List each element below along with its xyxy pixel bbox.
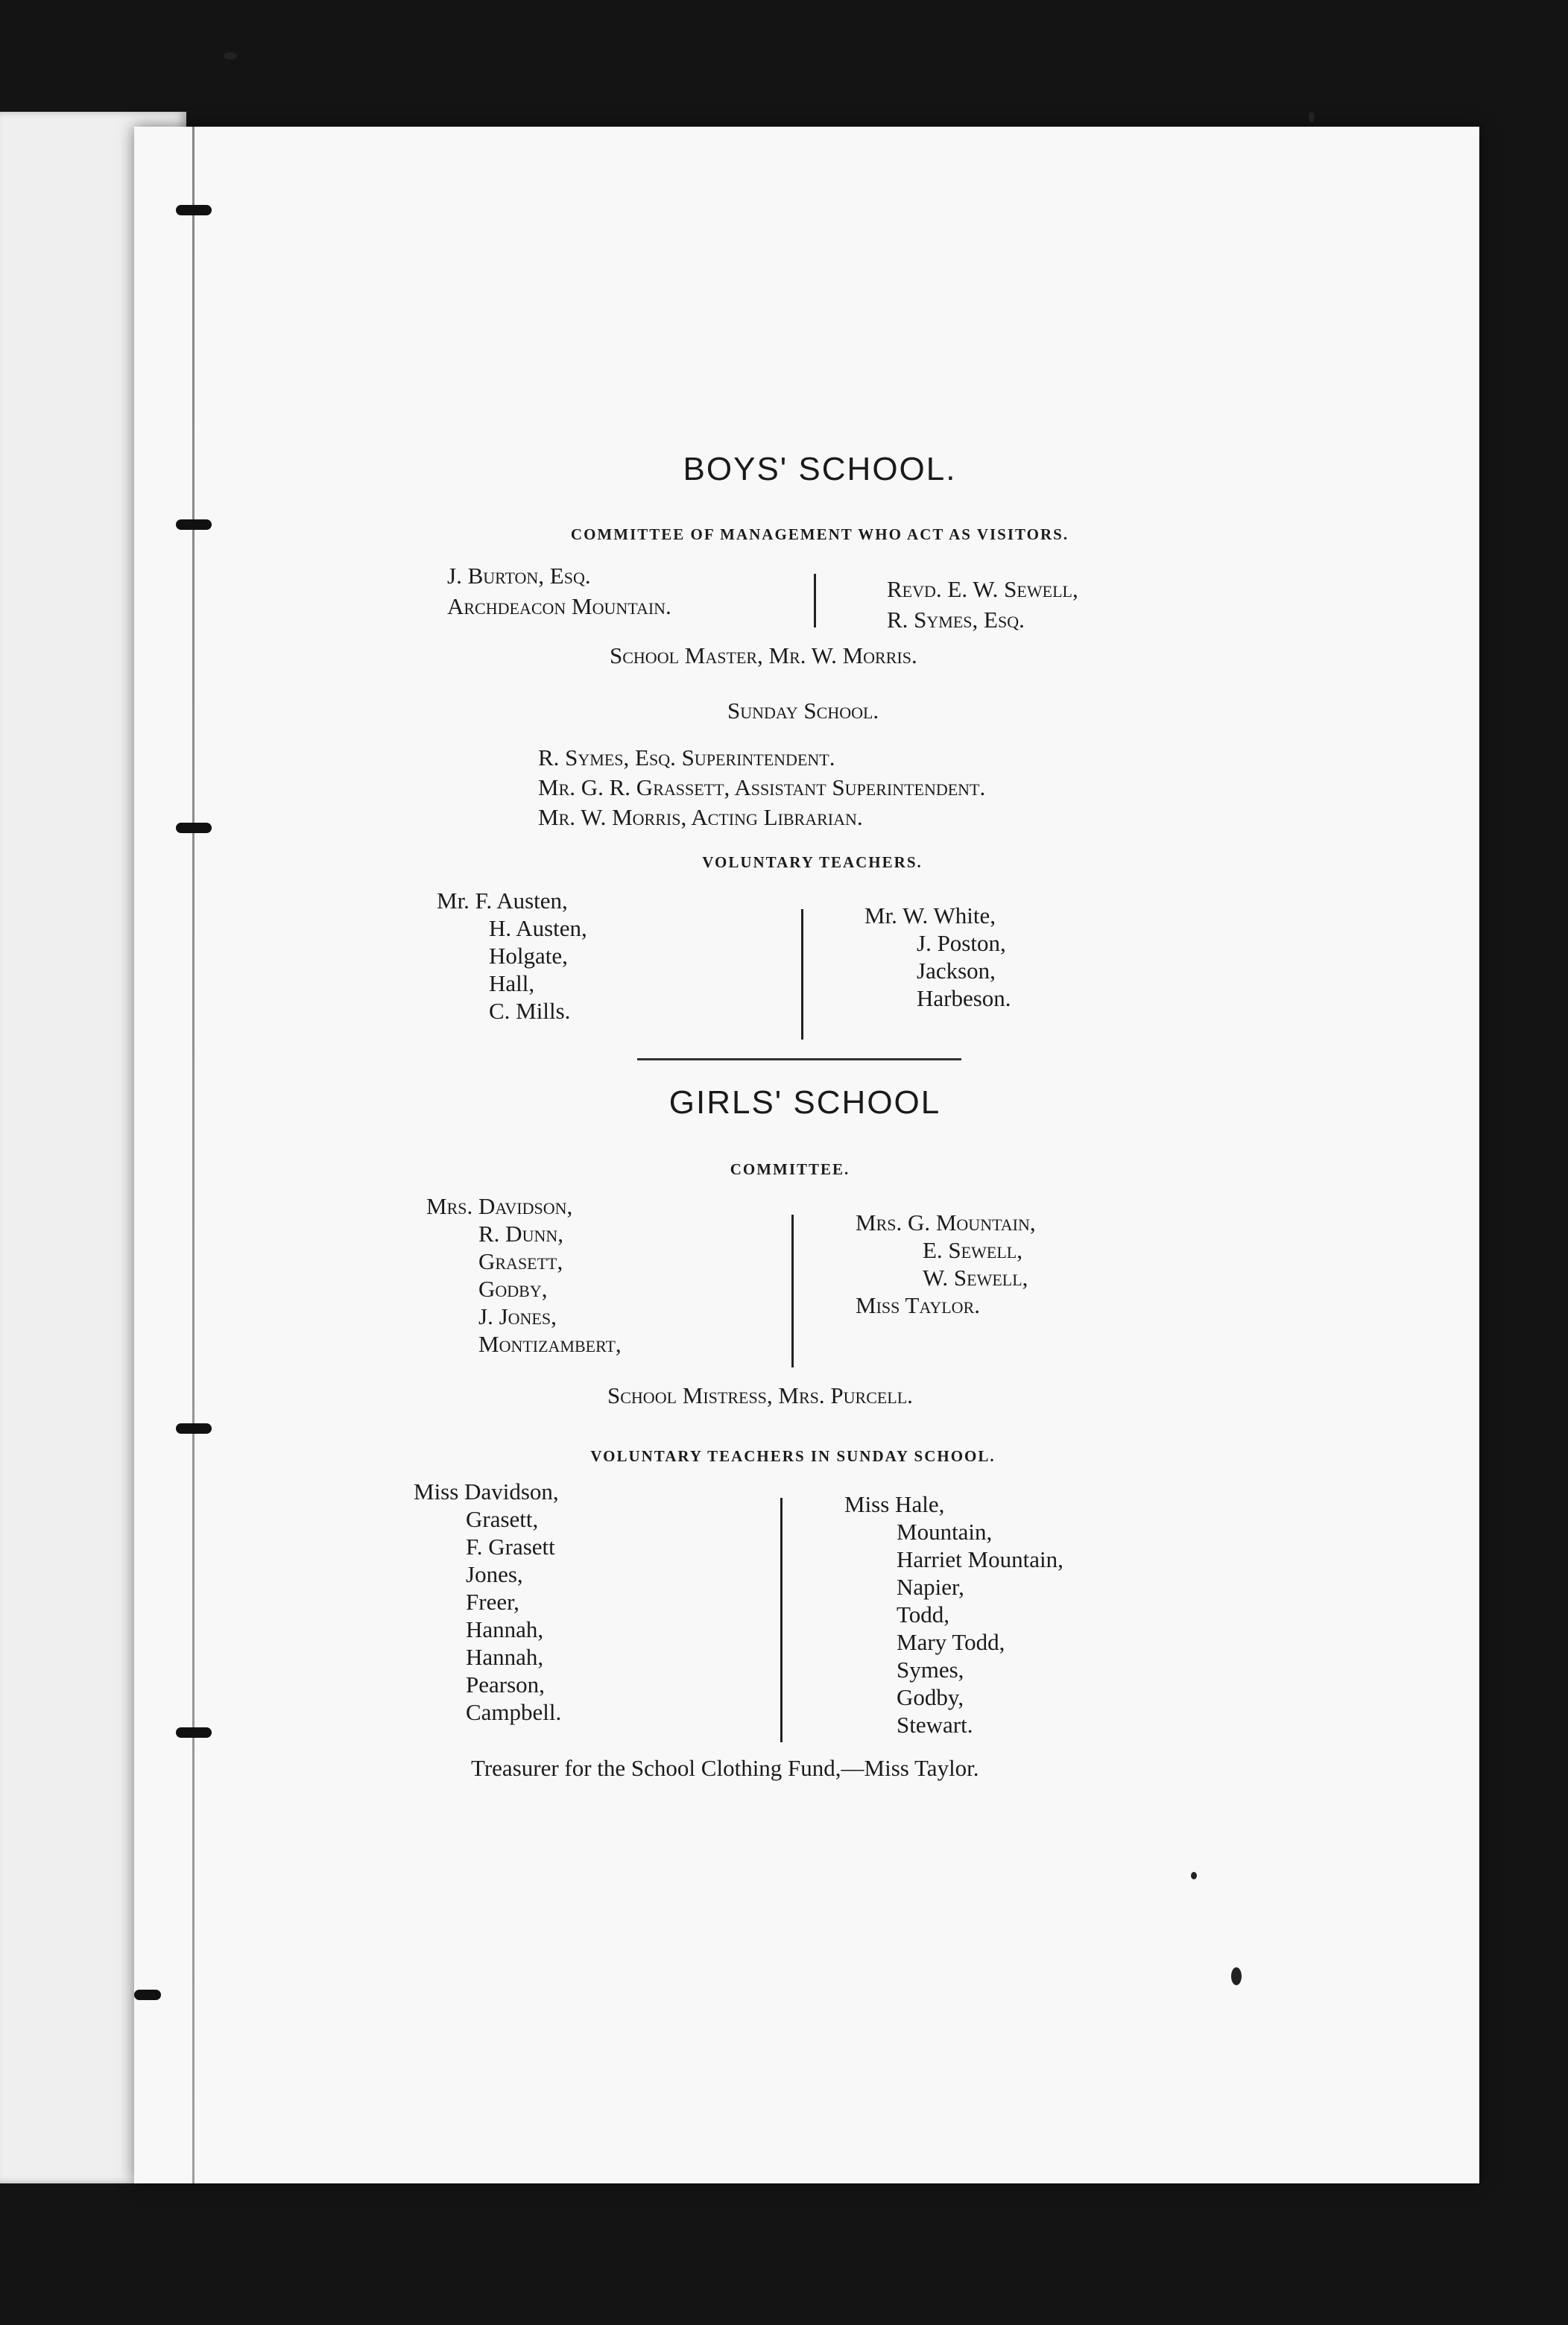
teacher-name: Campbell. bbox=[466, 1699, 562, 1725]
staff-line: Mr. W. Morris, Acting Librarian. bbox=[538, 804, 863, 830]
committee-member: Archdeacon Mountain. bbox=[447, 593, 671, 619]
column-divider bbox=[814, 574, 816, 627]
teacher-name: Mr. F. Austen, bbox=[437, 888, 568, 914]
teacher-name: Godby, bbox=[897, 1684, 964, 1710]
committee-member: R. Dunn, bbox=[478, 1221, 563, 1247]
boys-teachers-left bbox=[437, 887, 587, 1025]
committee-member: Revd. E. W. Sewell, bbox=[887, 576, 1078, 602]
teacher-name: Miss Hale, bbox=[844, 1491, 945, 1517]
committee-member: Montizambert, bbox=[478, 1331, 622, 1357]
school-mistress-line: School Mistress, Mrs. Purcell. bbox=[607, 1382, 913, 1408]
teacher-name: Grasett, bbox=[466, 1506, 539, 1532]
teacher-name: Holgate, bbox=[489, 943, 568, 969]
treasurer-line: Treasurer for the School Clothing Fund,—Miss Taylor. bbox=[471, 1755, 979, 1781]
teacher-name: J. Poston, bbox=[917, 930, 1006, 956]
sunday-school-heading: Sunday School. bbox=[727, 698, 879, 724]
teacher-name: Jones, bbox=[466, 1561, 523, 1587]
girls-committee-right bbox=[856, 1209, 1036, 1319]
teacher-name: Harriet Mountain, bbox=[897, 1546, 1063, 1572]
boys-teachers-heading: VOLUNTARY TEACHERS. bbox=[702, 853, 923, 871]
committee-member: E. Sewell, bbox=[923, 1237, 1022, 1263]
staff-line: R. Symes, Esq. Superintendent. bbox=[538, 744, 835, 771]
committee-member: Grasett, bbox=[478, 1248, 563, 1274]
teacher-name: Stewart. bbox=[897, 1712, 973, 1738]
committee-member: J. Jones, bbox=[478, 1303, 557, 1329]
committee-member: Godby, bbox=[478, 1276, 548, 1302]
girls-sunday-teachers-heading: VOLUNTARY TEACHERS IN SUNDAY SCHOOL. bbox=[590, 1447, 996, 1465]
committee-member: Miss Taylor. bbox=[856, 1292, 980, 1318]
teacher-name: F. Grasett bbox=[466, 1534, 555, 1560]
girls-committee-heading: COMMITTEE. bbox=[730, 1160, 850, 1178]
girls-school-title: GIRLS' SCHOOL bbox=[668, 1084, 941, 1121]
teacher-name: Hannah, bbox=[466, 1644, 544, 1670]
column-divider bbox=[801, 909, 803, 1040]
sunday-school-staff bbox=[538, 743, 985, 832]
teacher-name: Todd, bbox=[897, 1601, 950, 1628]
teacher-name: Harbeson. bbox=[917, 985, 1011, 1011]
committee-member: W. Sewell, bbox=[923, 1265, 1028, 1291]
boys-committee-left bbox=[447, 560, 671, 621]
boys-school-title: BOYS' SCHOOL. bbox=[683, 451, 957, 487]
teacher-name: Hannah, bbox=[466, 1616, 544, 1642]
girls-sunday-teachers-left bbox=[414, 1478, 561, 1726]
teacher-name: Mary Todd, bbox=[897, 1629, 1005, 1655]
teacher-name: Hall, bbox=[489, 970, 535, 996]
teacher-name: Symes, bbox=[897, 1657, 964, 1683]
teacher-name: Freer, bbox=[466, 1589, 519, 1615]
committee-member: Mrs. G. Mountain, bbox=[856, 1209, 1036, 1236]
column-divider bbox=[791, 1215, 794, 1367]
girls-committee-left bbox=[426, 1192, 622, 1358]
teacher-name: Mr. W. White, bbox=[864, 902, 996, 929]
boys-committee-right bbox=[887, 574, 1078, 635]
teacher-name: Napier, bbox=[897, 1574, 964, 1600]
teacher-name: H. Austen, bbox=[489, 915, 587, 941]
teacher-name: Miss Davidson, bbox=[414, 1478, 559, 1505]
boys-teachers-right bbox=[864, 902, 1011, 1012]
teacher-name: C. Mills. bbox=[489, 998, 571, 1024]
committee-member: R. Symes, Esq. bbox=[887, 607, 1025, 633]
committee-member: Mrs. Davidson, bbox=[426, 1193, 573, 1219]
staff-line: Mr. G. R. Grassett, Assistant Superintendent. bbox=[538, 774, 986, 800]
column-divider bbox=[780, 1498, 783, 1742]
boys-committee-heading: COMMITTEE OF MANAGEMENT WHO ACT AS VISITORS. bbox=[570, 525, 1069, 543]
girls-sunday-teachers-right bbox=[844, 1490, 1063, 1739]
teacher-name: Mountain, bbox=[897, 1519, 993, 1545]
teacher-name: Jackson, bbox=[917, 958, 996, 984]
school-master-line: School Master, Mr. W. Morris. bbox=[610, 642, 917, 668]
committee-member: J. Burton, Esq. bbox=[447, 563, 591, 589]
teacher-name: Pearson, bbox=[466, 1671, 545, 1698]
section-divider bbox=[637, 1058, 961, 1060]
